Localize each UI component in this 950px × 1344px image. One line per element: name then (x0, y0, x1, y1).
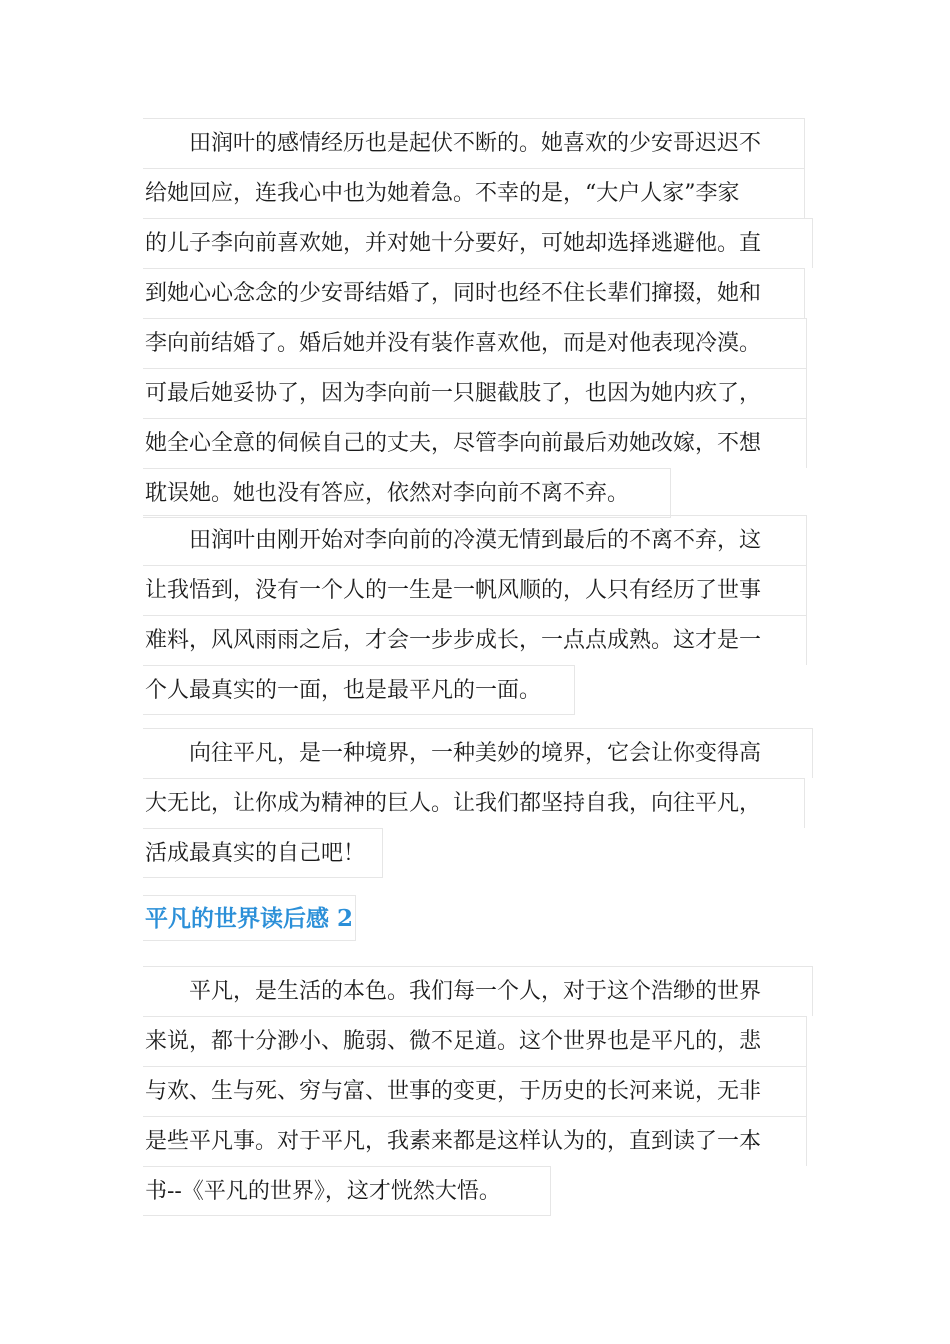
text-line: 是些平凡事。对于平凡，我素来都是这样认为的，直到读了一本 (143, 1116, 807, 1166)
text-line: 的儿子李向前喜欢她，并对她十分要好，可她却选择逃避他。直 (143, 218, 813, 268)
text-line: 与欢、生与死、穷与富、世事的变更，于历史的长河来说，无非 (143, 1066, 807, 1116)
text-line: 难料，风风雨雨之后，才会一步步成长，一点点成熟。这才是一 (143, 615, 807, 665)
text-line: 平凡，是生活的本色。我们每一个人，对于这个浩缈的世界 (143, 966, 813, 1016)
paragraph-4 (143, 966, 813, 1216)
text-line: 田润叶的感情经历也是起伏不断的。她喜欢的少安哥迟迟不 (143, 118, 805, 168)
text-line: 活成最真实的自己吧！ (143, 828, 383, 878)
paragraph-3 (143, 728, 813, 878)
text-line: 个人最真实的一面，也是最平凡的一面。 (143, 665, 575, 715)
text-line: 书--《平凡的世界》，这才恍然大悟。 (143, 1166, 551, 1216)
section-heading: 平凡的世界读后感 2 (143, 895, 356, 941)
text-line: 到她心心念念的少安哥结婚了，同时也经不住长辈们撺掇，她和 (143, 268, 805, 318)
text-line: 耽误她。她也没有答应，依然对李向前不离不弃。 (143, 468, 671, 518)
text-line: 田润叶由刚开始对李向前的冷漠无情到最后的不离不弃，这 (143, 515, 807, 565)
text-line: 给她回应，连我心中也为她着急。不幸的是，“大户人家”李家 (143, 168, 805, 218)
paragraph-1 (143, 118, 813, 518)
text-line: 可最后她妥协了，因为李向前一只腿截肢了，也因为她内疚了， (143, 368, 807, 418)
text-line: 大无比，让你成为精神的巨人。让我们都坚持自我，向往平凡， (143, 778, 805, 828)
paragraph-2 (143, 515, 807, 715)
text-line: 向往平凡，是一种境界，一种美妙的境界，它会让你变得高 (143, 728, 813, 778)
text-line: 来说，都十分渺小、脆弱、微不足道。这个世界也是平凡的，悲 (143, 1016, 807, 1066)
text-line: 让我悟到，没有一个人的一生是一帆风顺的，人只有经历了世事 (143, 565, 807, 615)
text-line: 李向前结婚了。婚后她并没有装作喜欢他，而是对他表现冷漠。 (143, 318, 807, 368)
text-line: 她全心全意的伺候自己的丈夫，尽管李向前最后劝她改嫁，不想 (143, 418, 807, 468)
